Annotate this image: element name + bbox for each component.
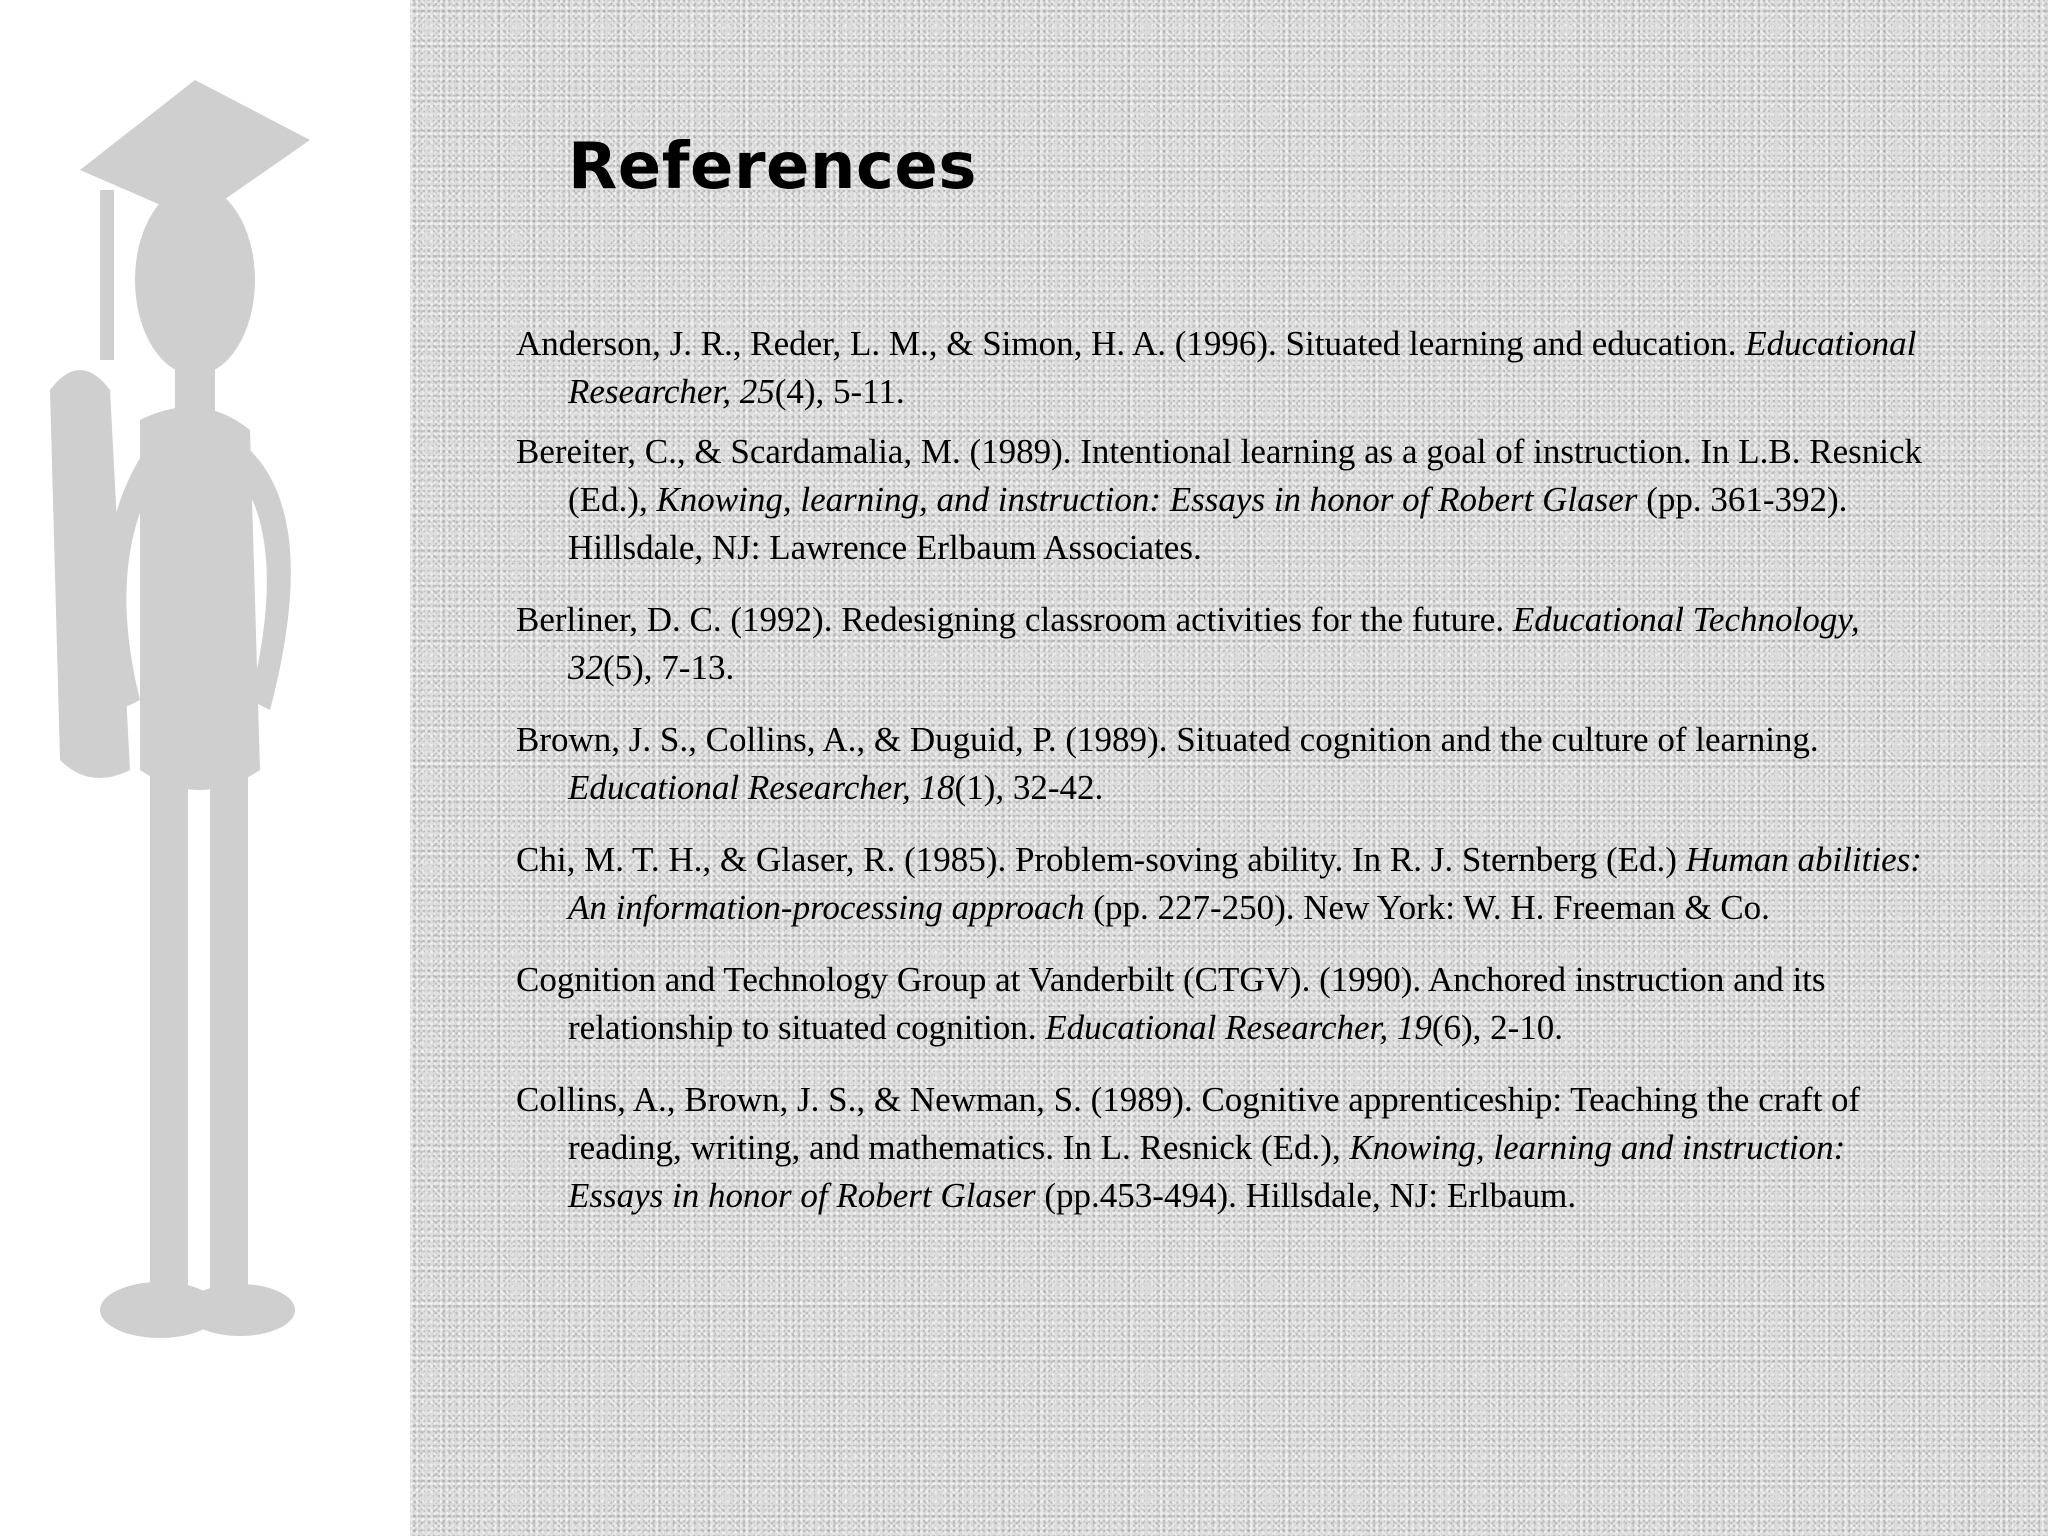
reference-item: Bereiter, C., & Scardamalia, M. (1989). Intentional learning as a goal of instruction. In L.B. Resnick (Ed.), Knowing, learning, and instruction: Essays in honor of Robert Glaser (pp. 361-392). Hillsdale, NJ: Lawrence Erlbaum Associates. xyxy=(516,432,1923,567)
reference-item: Brown, J. S., Collins, A., & Duguid, P. (1989). Situated cognition and the culture of learning. Educational Researcher, 18(1), 32-42. xyxy=(516,720,1819,807)
reference-item: Berliner, D. C. (1992). Redesigning classroom activities for the future. Educational Technology, 32(5), 7-13. xyxy=(516,600,1860,687)
page-title: References xyxy=(568,130,977,204)
graduate-figure-icon xyxy=(20,70,350,1370)
reference-item: Anderson, J. R., Reder, L. M., & Simon, H. A. (1996). Situated learning and education. Educational Researcher, 25(4), 5-11. xyxy=(516,324,1917,411)
reference-item: Cognition and Technology Group at Vanderbilt (CTGV). (1990). Anchored instruction and its relationship to situated cognition. Educational Researcher, 19(6), 2-10. xyxy=(516,960,1826,1047)
reference-item: Collins, A., Brown, J. S., & Newman, S. (1989). Cognitive apprenticeship: Teaching the craft of reading, writing, and mathematics. In L. Resnick (Ed.), Knowing, learning and instruction: Essays in honor of Robert Glaser (pp.453-494). Hillsdale, NJ: Erlbaum. xyxy=(516,1080,1861,1215)
left-sidebar xyxy=(0,0,410,1536)
reference-item: Chi, M. T. H., & Glaser, R. (1985). Problem-soving ability. In R. J. Sternberg (Ed.) Human abilities: An information-processing approach (pp. 227-250). New York: W. H. Freeman & Co. xyxy=(516,840,1922,927)
reference-list xyxy=(516,320,1936,1244)
